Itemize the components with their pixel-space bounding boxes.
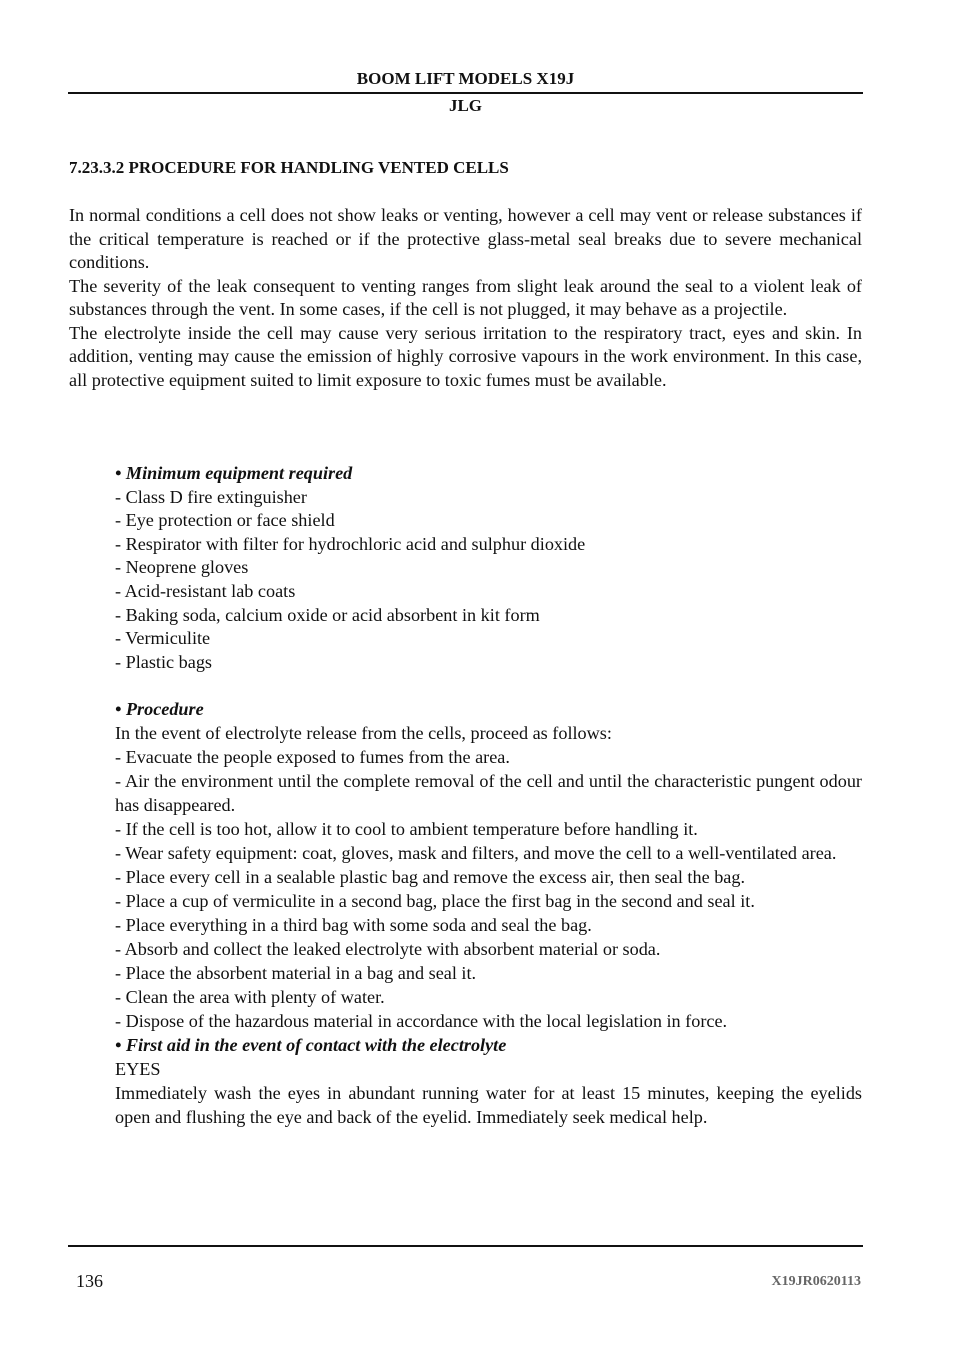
intro-text [69, 204, 862, 392]
eyes-instructions: Immediately wash the eyes in abundant running water for at least 15 minutes, keeping the eyelids open and flushing the eye and back of the eyelid. Immediately seek medical help. [115, 1083, 862, 1127]
list-item: - Neoprene gloves [115, 557, 249, 578]
intro-paragraph: The severity of the leak consequent to venting ranges from slight leak around the seal to a violent leak of substances through the vent. In some cases, if the cell is not plugged, it may behave as a projectile. [69, 275, 862, 319]
list-item: - Baking soda, calcium oxide or acid absorbent in kit form [115, 604, 540, 625]
intro-paragraph: The electrolyte inside the cell may cause very serious irritation to the respiratory tract, eyes and skin. In addition, venting may cause the emission of highly corrosive vapours in the work environment. In this case, all protective equipment suited to limit exposure to toxic fumes must be available. [69, 322, 862, 390]
first-aid-heading: • First aid in the event of contact with the electrolyte [115, 1035, 507, 1055]
list-item: - Plastic bags [115, 651, 212, 672]
document-code: X19JR0620113 [771, 1274, 861, 1289]
procedure-step: - Place the absorbent material in a bag and seal it. [115, 963, 477, 983]
procedure-step: - If the cell is too hot, allow it to cool to ambient temperature before handling it. [115, 819, 698, 839]
procedure-step: - Dispose of the hazardous material in accordance with the local legislation in force. [115, 1011, 728, 1031]
list-item: - Respirator with filter for hydrochloric acid and sulphur dioxide [115, 533, 586, 554]
header-title: BOOM LIFT MODELS X19J [356, 69, 575, 88]
header-brand: JLG [448, 96, 483, 115]
procedure-step: - Air the environment until the complete removal of the cell and until the characteristic pungent odour has disappeared. [115, 771, 862, 815]
intro-paragraph: In normal conditions a cell does not show leaks or venting, however a cell may vent or release substances if the critical temperature is reached or if the protective glass-metal seal breaks due to severe mechanical conditions. [69, 205, 862, 272]
procedure-intro: In the event of electrolyte release from the cells, proceed as follows: [115, 723, 612, 743]
procedure-step: - Evacuate the people exposed to fumes from the area. [115, 747, 510, 767]
equipment-heading: • Minimum equipment required [115, 463, 353, 483]
procedure-step: - Clean the area with plenty of water. [115, 987, 385, 1007]
section-title: 7.23.3.2 PROCEDURE FOR HANDLING VENTED CELLS [69, 158, 509, 177]
page-number: 136 [76, 1271, 103, 1291]
procedure-step: - Wear safety equipment: coat, gloves, mask and filters, and move the cell to a well-ventilated area. [115, 843, 837, 863]
footer-divider [68, 1245, 863, 1247]
equipment-list [115, 462, 862, 674]
list-item: - Eye protection or face shield [115, 510, 335, 531]
header-divider [68, 92, 863, 94]
list-item: - Acid-resistant lab coats [115, 580, 296, 601]
procedure-step: - Place every cell in a sealable plastic bag and remove the excess air, then seal the bag. [115, 867, 745, 887]
procedure-step: - Absorb and collect the leaked electrolyte with absorbent material or soda. [115, 939, 661, 959]
procedure-section [115, 697, 862, 1129]
list-item: - Class D fire extinguisher [115, 486, 307, 507]
procedure-step: - Place everything in a third bag with some soda and seal the bag. [115, 915, 592, 935]
procedure-heading: • Procedure [115, 699, 204, 719]
eyes-label: EYES [115, 1059, 161, 1079]
procedure-step: - Place a cup of vermiculite in a second bag, place the first bag in the second and seal it. [115, 891, 755, 911]
list-item: - Vermiculite [115, 628, 211, 649]
